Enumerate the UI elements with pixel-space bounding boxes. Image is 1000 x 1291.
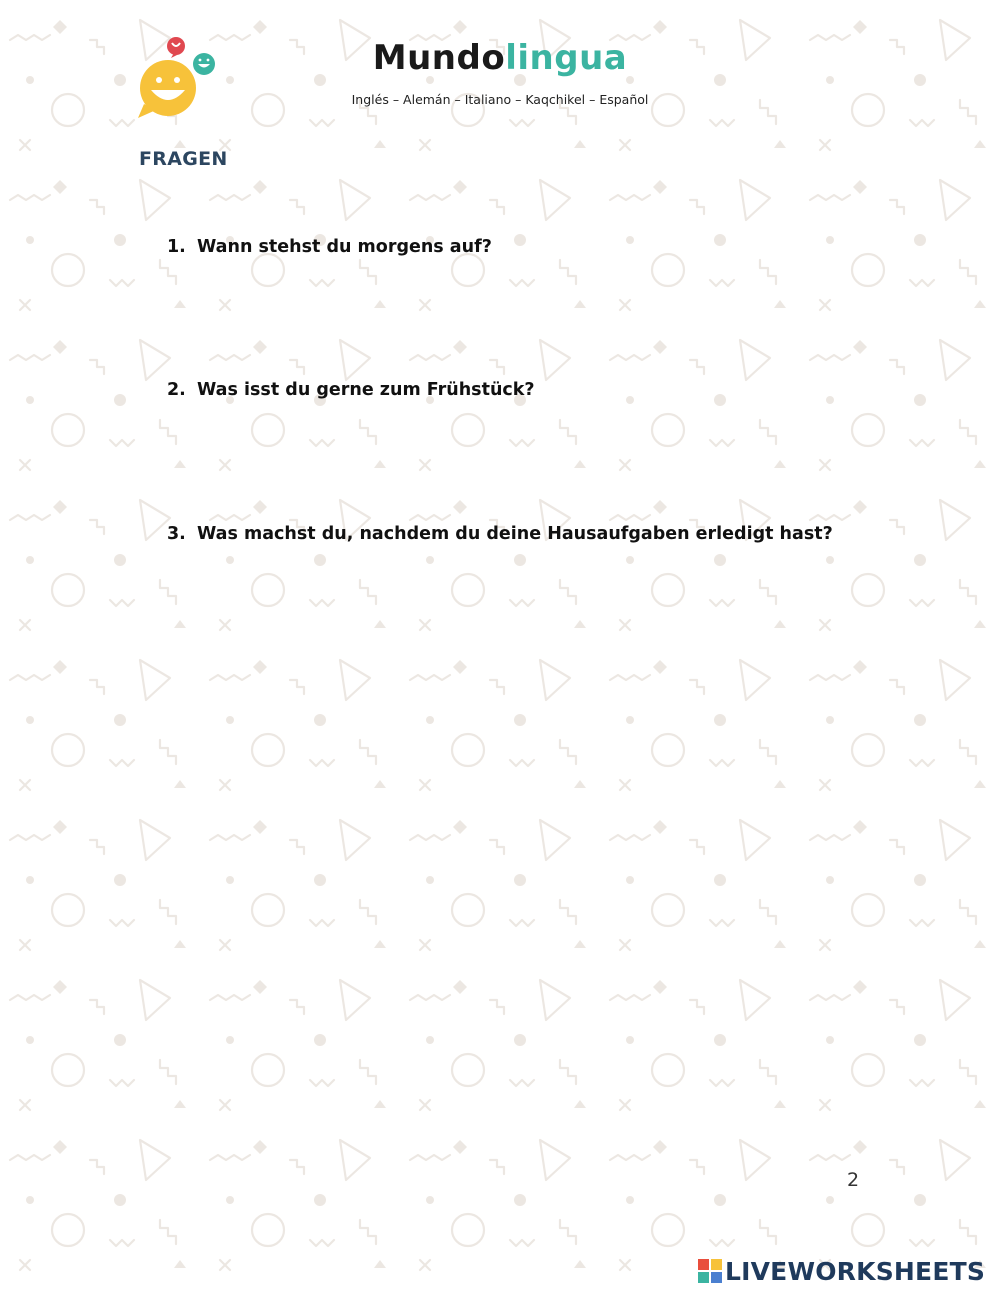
- brand-title: [0, 38, 1000, 78]
- question-item: [167, 237, 492, 257]
- question-item: [167, 524, 833, 544]
- footer-brand[interactable]: [698, 1256, 985, 1286]
- question-text: Was isst du gerne zum Frühstück?: [197, 380, 535, 400]
- question-number: 2.: [167, 380, 186, 400]
- question-number: 1.: [167, 237, 186, 257]
- question-item: [167, 380, 535, 400]
- brand-title-part2: lingua: [505, 38, 628, 78]
- question-text: Wann stehst du morgens auf?: [197, 237, 492, 257]
- brand-languages: Inglés – Alemán – Italiano – Kaqchikel – Español: [351, 92, 649, 107]
- question-text: Was machst du, nachdem du deine Hausaufgaben erledigt hast?: [197, 524, 833, 544]
- question-number: 3.: [167, 524, 186, 544]
- footer-brand-label: LIVEWORKSHEETS: [725, 1256, 986, 1286]
- liveworksheets-logo-icon: [698, 1259, 722, 1283]
- page-number: 2: [847, 1169, 860, 1191]
- brand-title-part1: Mundo: [372, 38, 506, 78]
- section-title: FRAGEN: [139, 148, 228, 170]
